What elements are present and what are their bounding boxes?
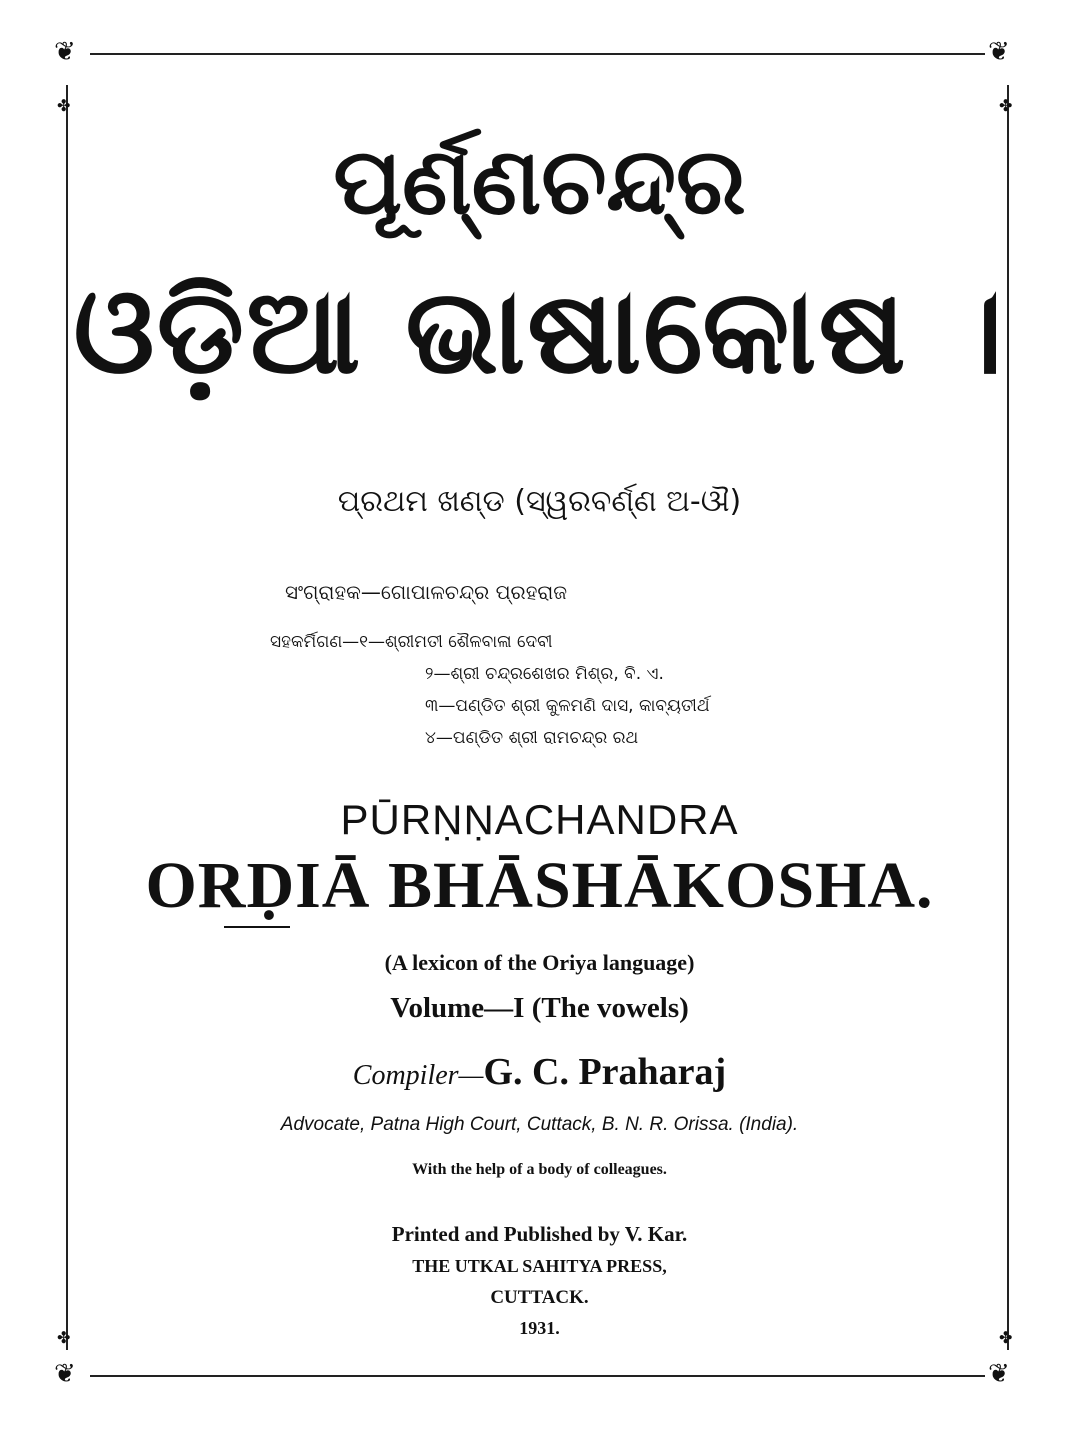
press-name: THE UTKAL SAHITYA PRESS, — [412, 1256, 667, 1276]
odia-colleague-3: ୩—ପଣ୍ଡିତ ଶ୍ରୀ କୁଳମଣି ଦାସ, କାବ୍ୟତୀର୍ଥ — [425, 696, 710, 716]
side-ornament-icon: ✤ — [57, 1328, 71, 1347]
compiler-label: Compiler— — [352, 1060, 484, 1091]
compiler-name: G. C. Praharaj — [483, 1051, 727, 1093]
odia-subtitle: ପ୍ରଥମ ଖଣ୍ଡ (ସ୍ୱରବର୍ଣ୍ଣ ଅ-ଔ) — [337, 484, 742, 519]
odia-title-line1: ପୂର୍ଣ୍ଣଚନ୍ଦ୍ର — [333, 128, 746, 235]
english-title-line1: PŪRṆṆACHANDRA — [340, 796, 739, 843]
corner-ornament-icon: ❦ — [54, 1359, 76, 1389]
help-line: With the help of a body of colleagues. — [412, 1161, 667, 1178]
title-underline — [224, 926, 290, 928]
city: CUTTACK. — [490, 1287, 589, 1308]
advocate-line: Advocate, Patna High Court, Cuttack, B. N. R. Orissa. (India). — [280, 1114, 799, 1135]
corner-ornament-icon: ❦ — [988, 1359, 1010, 1389]
corner-ornament-icon: ❦ — [54, 37, 76, 67]
border-bottom — [90, 1375, 985, 1377]
corner-ornament-icon: ❦ — [988, 37, 1010, 67]
volume-line: Volume—I (The vowels) — [390, 992, 689, 1024]
side-ornament-icon: ✤ — [999, 1328, 1013, 1347]
odia-colleague-4: ୪—ପଣ୍ଡିତ ଶ୍ରୀ ରାମଚନ୍ଦ୍ର ରଥ — [425, 728, 639, 748]
lexicon-subtitle: (A lexicon of the Oriya language) — [384, 950, 695, 975]
odia-colleague-2: ୨—ଶ୍ରୀ ଚନ୍ଦ୍ରଶେଖର ମିଶ୍ର, ବି. ଏ. — [425, 664, 664, 684]
year: 1931. — [519, 1318, 560, 1338]
printed-line: Printed and Published by V. Kar. — [391, 1222, 688, 1246]
compiler-line — [0, 1050, 1079, 1094]
english-title-line2: ORḌIĀ BHĀSHĀKOSHA. — [145, 849, 934, 922]
side-ornament-icon: ✤ — [999, 96, 1013, 115]
side-ornament-icon: ✤ — [57, 96, 71, 115]
odia-colleagues-line: ସହକର୍ମିଗଣ—୧—ଶ୍ରୀମତୀ ଶୈଳବାଳା ଦେବୀ — [270, 632, 553, 652]
odia-title-line2: ଓଡ଼ିଆ ଭାଷାକୋଷ । — [73, 262, 1006, 400]
border-top — [90, 53, 985, 55]
odia-compiler-line: ସଂଗ୍ରାହକ—ଗୋପାଳଚନ୍ଦ୍ର ପ୍ରହରାଜ — [285, 580, 568, 604]
